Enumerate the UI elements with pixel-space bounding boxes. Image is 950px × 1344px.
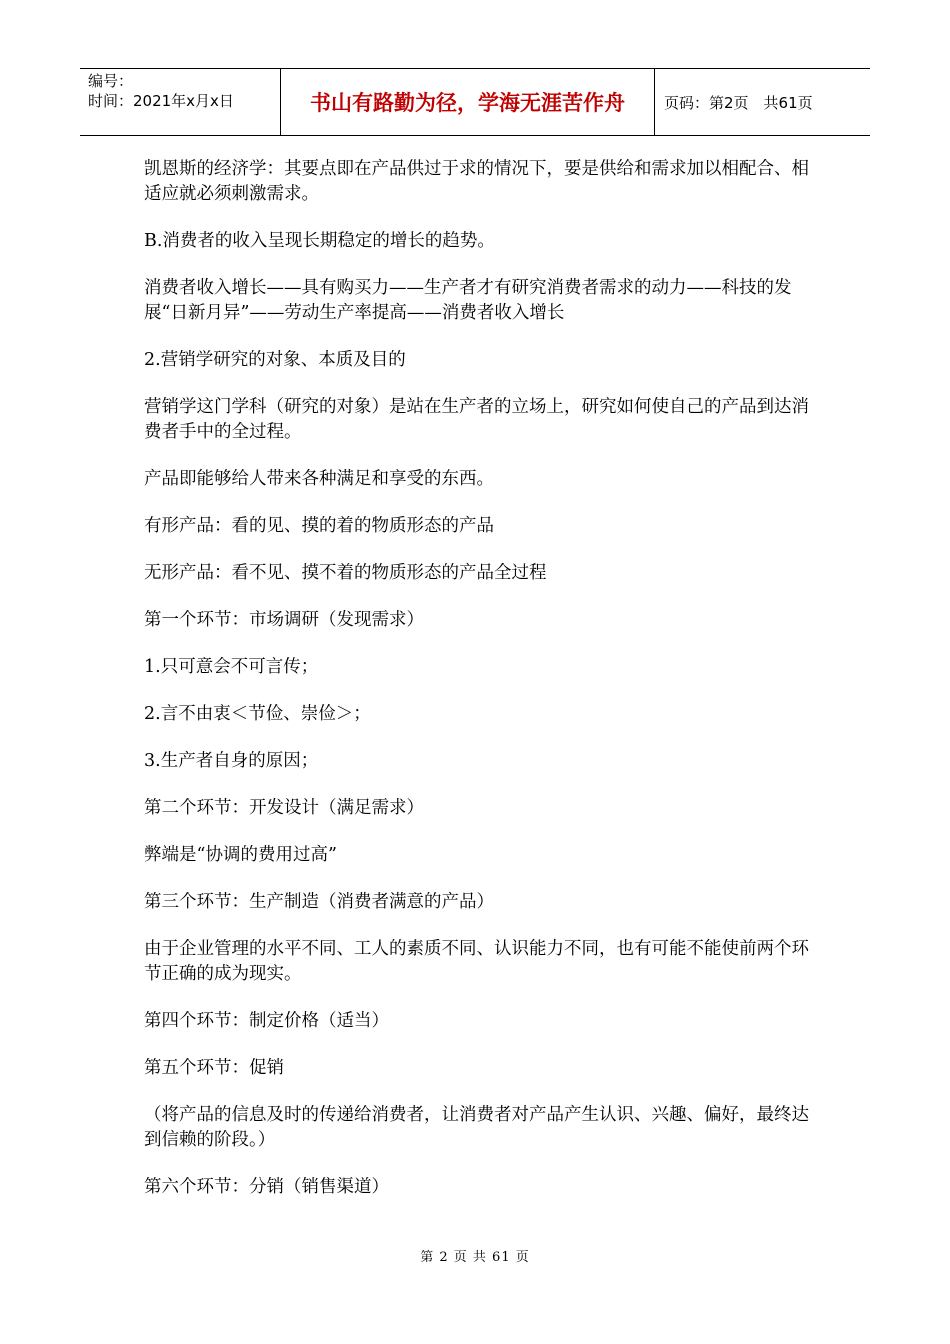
page-header [80,68,870,136]
paragraph: 弊端是“协调的费用过高” [144,845,337,865]
header-divider-right [654,69,655,135]
paragraph: 第五个环节：促销 [144,1058,284,1078]
paragraph: 由于企业管理的水平不同、工人的素质不同、认识能力不同，也有可能不能使前两个环节正确的成为现实。 [144,939,809,984]
paragraph: （将产品的信息及时的传递给消费者，让消费者对产品产生认识、兴趣、偏好，最终达到信赖的阶段。） [144,1105,809,1150]
header-page-info: 页码：第2页 共61页 [664,93,813,112]
paragraph: 产品即能够给人带来各种满足和享受的东西。 [144,469,494,489]
paragraph: 第一个环节：市场调研（发现需求） [144,610,424,630]
paragraph: 第四个环节：制定价格（适当） [144,1011,389,1031]
paragraph: 第六个环节：分销（销售渠道） [144,1177,389,1197]
header-number-label: 编号： [88,72,134,90]
paragraph: 有形产品：看的见、摸的着的物质形态的产品 [144,516,494,536]
header-motto: 书山有路勤为径，学海无涯苦作舟 [310,91,625,115]
paragraph: 消费者收入增长——具有购买力——生产者才有研究消费者需求的动力——科技的发展“日新月异”——劳动生产率提高——消费者收入增长 [144,278,792,323]
paragraph: B.消费者的收入呈现长期稳定的增长的趋势。 [144,231,495,251]
header-time-label: 时间：2021年x月x日 [88,92,234,110]
paragraph: 第二个环节：开发设计（满足需求） [144,798,424,818]
paragraph: 无形产品：看不见、摸不着的物质形态的产品全过程 [144,563,547,583]
paragraph: 第三个环节：生产制造（消费者满意的产品） [144,892,494,912]
paragraph: 凯恩斯的经济学：其要点即在产品供过于求的情况下，要是供给和需求加以相配合、相适应就必须刺激需求。 [144,159,809,204]
page-footer: 第 2 页 共 61 页 [420,1250,530,1265]
paragraph: 1.只可意会不可言传； [144,657,319,677]
paragraph: 3.生产者自身的原因； [144,751,319,771]
paragraph: 2.言不由衷＜节俭、崇俭＞； [144,704,371,724]
paragraph: 2.营销学研究的对象、本质及目的 [144,350,406,370]
document-body [144,157,816,1222]
header-meta [88,71,278,111]
paragraph: 营销学这门学科（研究的对象）是站在生产者的立场上，研究如何使自己的产品到达消费者手中的全过程。 [144,397,809,442]
